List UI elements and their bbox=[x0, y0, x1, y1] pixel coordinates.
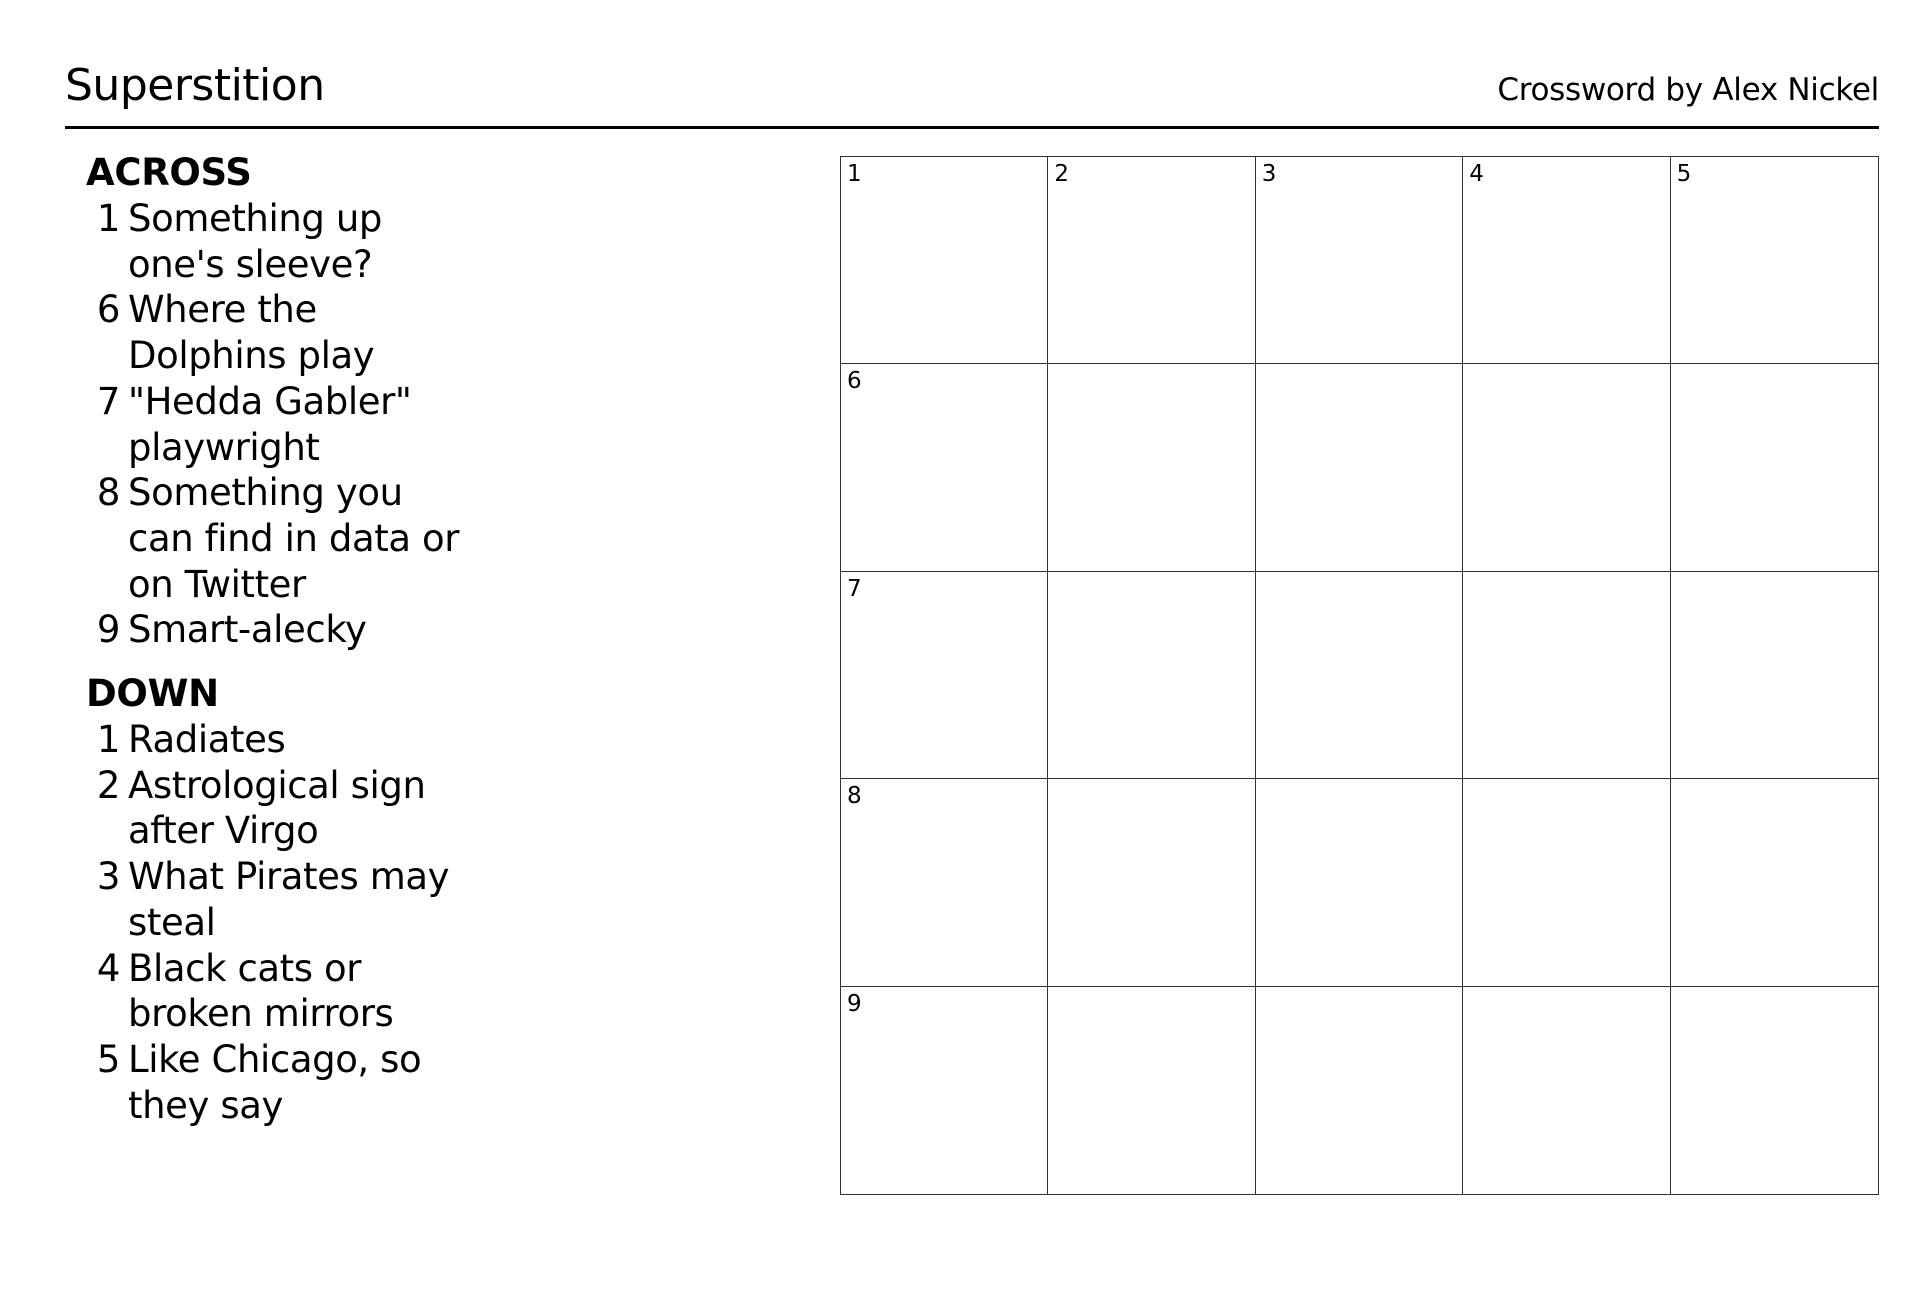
clue-text: Like Chicago, so they say bbox=[128, 1037, 422, 1127]
clue-number: 5 bbox=[96, 1037, 120, 1081]
puzzle-header bbox=[65, 56, 1879, 128]
down-heading: DOWN bbox=[86, 672, 219, 716]
grid-cell[interactable] bbox=[1256, 572, 1463, 779]
grid-cell[interactable] bbox=[841, 987, 1048, 1194]
cell-number: 7 bbox=[847, 575, 862, 602]
header-divider bbox=[65, 126, 1879, 129]
grid-cell[interactable] bbox=[841, 364, 1048, 571]
grid-cell[interactable] bbox=[1256, 779, 1463, 986]
puzzle-title: Superstition bbox=[65, 60, 325, 111]
cell-number: 6 bbox=[847, 368, 862, 395]
clue-number: 4 bbox=[96, 946, 120, 990]
down-clue[interactable] bbox=[86, 1037, 466, 1128]
cell-number: 3 bbox=[1261, 161, 1277, 187]
clue-text: Where the Dolphins play bbox=[128, 288, 375, 378]
grid-cell[interactable] bbox=[1256, 987, 1463, 1194]
grid-cell[interactable] bbox=[1671, 572, 1878, 779]
clue-list bbox=[86, 150, 466, 1128]
grid-cell[interactable] bbox=[841, 779, 1048, 986]
down-section bbox=[86, 671, 466, 1128]
cell-number: 9 bbox=[847, 990, 862, 1017]
puzzle-byline: Crossword by Alex Nickel bbox=[1497, 72, 1879, 108]
grid-cell[interactable] bbox=[1048, 779, 1255, 986]
down-clue[interactable] bbox=[86, 763, 466, 854]
grid-cell[interactable] bbox=[1048, 572, 1255, 779]
clue-number: 8 bbox=[96, 471, 120, 515]
grid-cell[interactable] bbox=[1671, 779, 1878, 986]
clue-text: Something up one's sleeve? bbox=[128, 197, 383, 286]
across-heading: ACROSS bbox=[86, 151, 252, 194]
grid-cell[interactable] bbox=[1463, 157, 1670, 364]
clue-text: Astrological sign after Virgo bbox=[128, 763, 426, 853]
clue-number: 1 bbox=[96, 718, 120, 762]
grid-cell[interactable] bbox=[1463, 779, 1670, 986]
clue-text: Smart-alecky bbox=[128, 608, 367, 652]
grid-cell[interactable] bbox=[1671, 987, 1878, 1194]
clue-text: What Pirates may steal bbox=[128, 855, 450, 944]
clue-text: Black cats or broken mirrors bbox=[128, 946, 394, 1036]
clue-text: "Hedda Gabler" playwright bbox=[128, 379, 412, 469]
clue-number: 3 bbox=[96, 855, 120, 899]
across-clue[interactable] bbox=[86, 196, 466, 287]
down-clue[interactable] bbox=[86, 717, 466, 763]
grid-cell[interactable] bbox=[1463, 987, 1670, 1194]
grid-cell[interactable] bbox=[1463, 364, 1670, 571]
down-clue[interactable] bbox=[86, 854, 466, 945]
clue-number: 1 bbox=[96, 197, 120, 240]
clue-text: Something you can find in data or on Twitter bbox=[128, 471, 460, 606]
cell-number: 4 bbox=[1469, 161, 1484, 187]
clue-number: 6 bbox=[96, 288, 120, 332]
grid-cell[interactable] bbox=[1256, 157, 1463, 364]
clue-text: Radiates bbox=[128, 718, 286, 762]
grid-cell[interactable] bbox=[1256, 364, 1463, 571]
cell-number: 8 bbox=[847, 783, 862, 810]
across-clue[interactable] bbox=[86, 379, 466, 470]
clue-number: 7 bbox=[96, 379, 120, 423]
cell-number: 1 bbox=[847, 161, 862, 187]
grid-cell[interactable] bbox=[1671, 157, 1878, 364]
grid-cell[interactable] bbox=[1048, 987, 1255, 1194]
across-clue[interactable] bbox=[86, 287, 466, 378]
clue-number: 9 bbox=[96, 608, 120, 652]
grid-cell[interactable] bbox=[1048, 364, 1255, 571]
across-section bbox=[86, 150, 466, 653]
across-clue[interactable] bbox=[86, 470, 466, 607]
across-clue[interactable] bbox=[86, 607, 466, 653]
crossword-grid bbox=[840, 156, 1879, 1195]
clue-number: 2 bbox=[96, 763, 120, 807]
cell-number: 5 bbox=[1676, 161, 1692, 187]
grid-cell[interactable] bbox=[841, 572, 1048, 779]
cell-number: 2 bbox=[1054, 161, 1070, 187]
grid-cell[interactable] bbox=[841, 157, 1048, 364]
down-clue[interactable] bbox=[86, 946, 466, 1037]
grid-cell[interactable] bbox=[1671, 364, 1878, 571]
grid-cell[interactable] bbox=[1048, 157, 1255, 364]
grid-cell[interactable] bbox=[1463, 572, 1670, 779]
